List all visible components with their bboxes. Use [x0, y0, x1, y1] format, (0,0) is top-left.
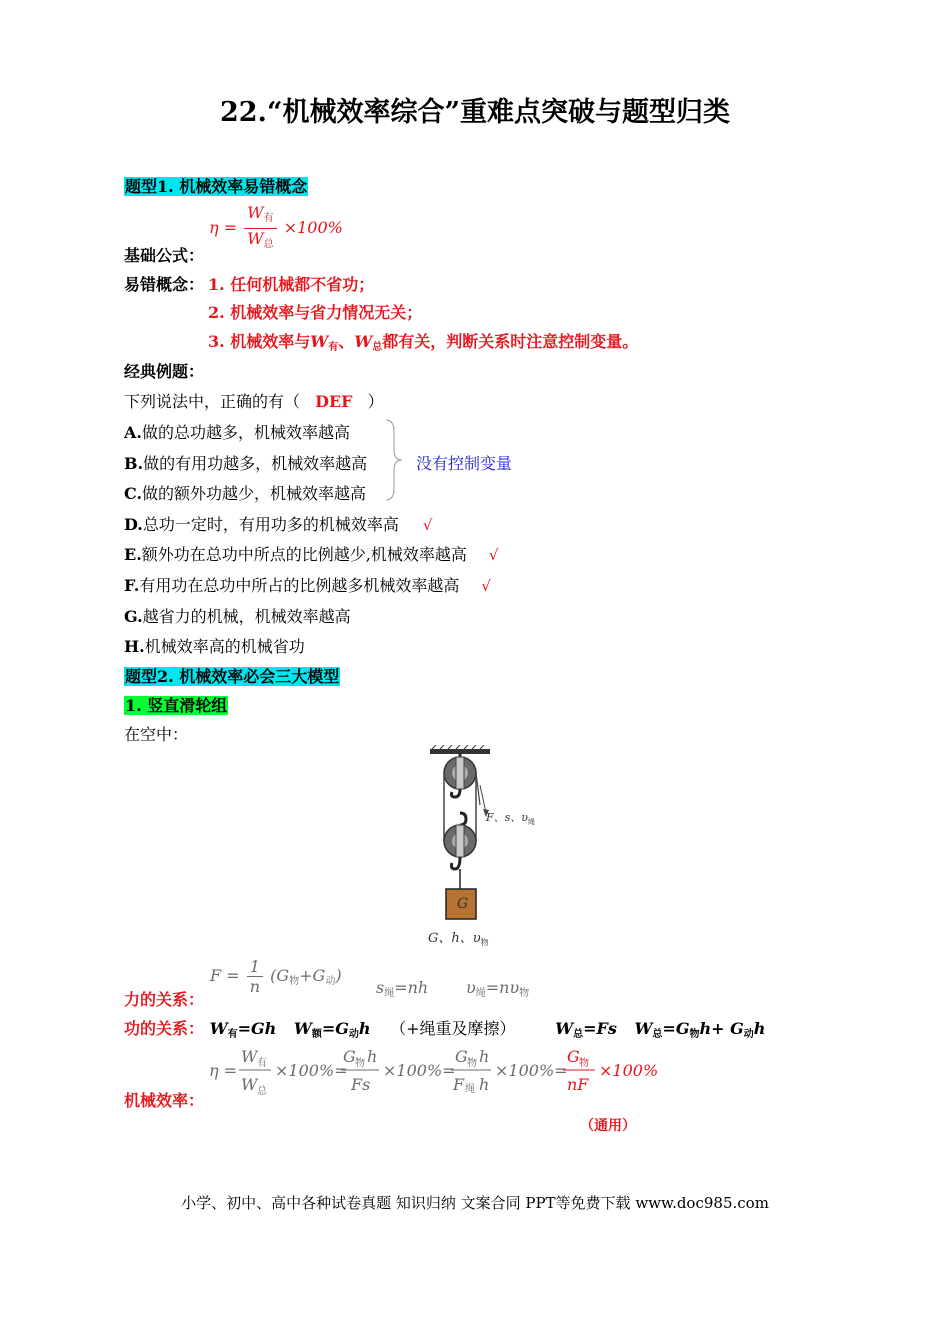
- svg-text:物: 物: [355, 1058, 365, 1069]
- concept-3: [208, 329, 638, 353]
- sub1-heading: [124, 693, 228, 716]
- concept-2: 2. 机械效率与省力情况无关；: [208, 303, 423, 322]
- efficiency-equation: [205, 1044, 665, 1100]
- work-expr: =Gh: [237, 1019, 277, 1038]
- svg-text:nF: nF: [567, 1075, 589, 1094]
- force-paren: (G: [270, 966, 290, 985]
- section1-heading: [124, 174, 308, 197]
- v-sub2: 物: [519, 988, 530, 999]
- work-expr: h: [753, 1019, 766, 1038]
- efficiency-note: （通用）: [580, 1118, 636, 1134]
- section2-heading-text: 题型2. 机械效率必会三大模型: [125, 667, 340, 686]
- option-letter: D.: [124, 515, 143, 534]
- option-c: [124, 481, 366, 504]
- option-letter: E.: [124, 545, 142, 564]
- concept-3-sep: 、: [338, 332, 355, 351]
- force-num: 1: [247, 957, 263, 977]
- svg-text:绳: 绳: [465, 1084, 475, 1095]
- work-w: W: [555, 1019, 574, 1038]
- diagram-bottom-sub: 物: [480, 938, 489, 947]
- force-lhs: F =: [210, 966, 240, 985]
- option-text: 做的额外功越少，机械效率越高: [142, 484, 367, 503]
- answer: DEF: [315, 392, 353, 411]
- work-sub: 总: [573, 1029, 584, 1040]
- work-expr: =G: [321, 1019, 349, 1038]
- option-text: 机械效率高的机械省功: [144, 637, 305, 656]
- svg-text:W: W: [241, 1075, 258, 1094]
- s-sub: 绳: [384, 988, 395, 999]
- svg-text:η =: η =: [209, 1061, 238, 1080]
- in-air-label: 在空中：: [124, 725, 189, 744]
- svg-text:h: h: [367, 1047, 378, 1066]
- curly-brace: [384, 418, 408, 502]
- check-icon: √: [488, 546, 499, 564]
- svg-text:×100%: ×100%: [599, 1061, 659, 1080]
- force-close: ): [335, 966, 342, 985]
- option-letter: A.: [124, 423, 142, 442]
- num-sub: 有: [263, 213, 274, 224]
- diagram-top-sub: 绳: [527, 818, 535, 826]
- page-footer: 小学、初中、高中各种试卷真题 知识归纳 文案合同 PPT等免费下载 www.doc985.com: [181, 1194, 769, 1212]
- option-text: 做的总功越多，机械效率越高: [141, 423, 350, 442]
- diagram-bottom-label: [428, 927, 489, 948]
- option-letter: C.: [124, 484, 143, 503]
- svg-text:有: 有: [257, 1058, 267, 1069]
- option-a: [124, 420, 350, 443]
- force-sub1: 物: [289, 976, 300, 987]
- concept-1: 1. 任何机械都不省功；: [208, 275, 375, 294]
- concept-3-w2: W: [354, 332, 373, 351]
- work-sub: 额: [311, 1029, 322, 1040]
- work-expr: =G: [662, 1019, 690, 1038]
- svg-text:Fs: Fs: [351, 1075, 371, 1094]
- option-letter: G.: [124, 607, 143, 626]
- option-d: [124, 512, 432, 535]
- svg-text:G: G: [455, 1047, 468, 1066]
- concept-3-sub1: 有: [328, 342, 339, 353]
- force-den: n: [249, 977, 260, 996]
- svg-text:h: h: [479, 1075, 490, 1094]
- formula-fraction: [244, 203, 276, 254]
- v-rhs: =nυ: [485, 978, 520, 997]
- option-text: 做的有用功越多，机械效率越高: [143, 454, 368, 473]
- pulley-diagram: [400, 745, 560, 945]
- s-rhs: =nh: [394, 978, 429, 997]
- concept-3-part2: 都有关，判断关系时注意控制变量。: [382, 332, 639, 351]
- force-plus: +G: [299, 966, 326, 985]
- option-text: 有用功在总功中所占的比例越多机械效率越高: [139, 576, 460, 595]
- v-sub: 绳: [475, 988, 486, 999]
- concept-3-sub2: 总: [372, 342, 383, 353]
- diagram-bottom-text: G、h、υ: [428, 931, 481, 946]
- option-b: [124, 451, 367, 474]
- force-sub2: 动: [325, 976, 336, 987]
- option-g: [124, 604, 351, 627]
- svg-text:×100%=: ×100%=: [495, 1061, 568, 1080]
- check-icon: √: [422, 516, 433, 534]
- option-letter: F.: [124, 576, 140, 595]
- base-formula: [209, 203, 343, 254]
- v-symbol: υ: [466, 978, 476, 997]
- concept-3-w1: W: [310, 332, 329, 351]
- work-label: 功的关系：: [124, 1019, 205, 1038]
- work-note: （+绳重及摩擦）: [390, 1019, 516, 1038]
- work-w: W: [293, 1019, 312, 1038]
- formula-tail: ×100%: [283, 218, 343, 237]
- v-equation: [466, 978, 529, 999]
- svg-text:G: G: [343, 1047, 356, 1066]
- check-icon: √: [481, 577, 491, 595]
- option-h: [124, 634, 305, 657]
- diagram-top-label: [486, 809, 535, 827]
- diagram-top-text: F、s、υ: [486, 811, 528, 824]
- work-sub: 总: [652, 1029, 663, 1040]
- option-letter: H.: [124, 637, 145, 656]
- work-sub: 动: [348, 1029, 359, 1040]
- work-sub: 物: [689, 1029, 700, 1040]
- question: [124, 389, 384, 412]
- option-text: 额外功在总功中所点的比例越少,机械效率越高: [141, 545, 467, 564]
- work-expr: h: [358, 1019, 371, 1038]
- work-line: [124, 1016, 765, 1040]
- force-label: 力的关系：: [124, 990, 205, 1009]
- svg-text:×100%=: ×100%=: [383, 1061, 456, 1080]
- option-text: 总功一定时，有用功多的机械效率高: [142, 515, 399, 534]
- s-symbol: s: [376, 978, 385, 997]
- weight-label: G: [457, 896, 469, 912]
- svg-text:物: 物: [467, 1058, 477, 1069]
- example-label: 经典例题：: [124, 362, 205, 381]
- option-letter: B.: [124, 454, 144, 473]
- svg-text:物: 物: [579, 1058, 589, 1069]
- section2-heading: [124, 664, 340, 687]
- formula-label: 基础公式：: [124, 246, 205, 265]
- s-equation: [376, 978, 428, 999]
- question-text: 下列说法中，正确的有（: [124, 392, 301, 411]
- concept-3-part1: 3. 机械效率与: [208, 332, 311, 351]
- option-f: [124, 573, 491, 596]
- work-w: W: [209, 1019, 228, 1038]
- question-end: ）: [367, 392, 384, 411]
- svg-text:W: W: [241, 1047, 258, 1066]
- force-fraction: [247, 957, 263, 996]
- force-equation: [210, 957, 342, 996]
- work-w: W: [634, 1019, 653, 1038]
- concept-label: 易错概念：: [124, 275, 205, 294]
- page-title: 22.“机械效率综合”重难点突破与题型归类: [219, 97, 731, 128]
- brace-note: 没有控制变量: [416, 454, 513, 473]
- work-expr: =Fs: [583, 1019, 617, 1038]
- svg-text:h: h: [479, 1047, 490, 1066]
- den-w: W: [247, 229, 264, 248]
- num-w: W: [247, 203, 264, 222]
- svg-text:总: 总: [257, 1086, 267, 1097]
- work-sub: 动: [743, 1029, 754, 1040]
- work-sub: 有: [227, 1029, 238, 1040]
- section1-heading-text: 题型1. 机械效率易错概念: [125, 177, 308, 196]
- option-text: 越省力的机械，机械效率越高: [142, 607, 351, 626]
- svg-text:×100%=: ×100%=: [275, 1061, 348, 1080]
- option-e: [124, 542, 498, 565]
- eta-symbol: η =: [209, 218, 238, 237]
- svg-text:F: F: [453, 1075, 465, 1094]
- svg-text:G: G: [567, 1047, 580, 1066]
- sub1-heading-text: 1. 竖直滑轮组: [125, 696, 228, 715]
- work-expr: h+ G: [699, 1019, 744, 1038]
- den-sub: 总: [263, 239, 274, 250]
- efficiency-label: 机械效率：: [124, 1091, 205, 1110]
